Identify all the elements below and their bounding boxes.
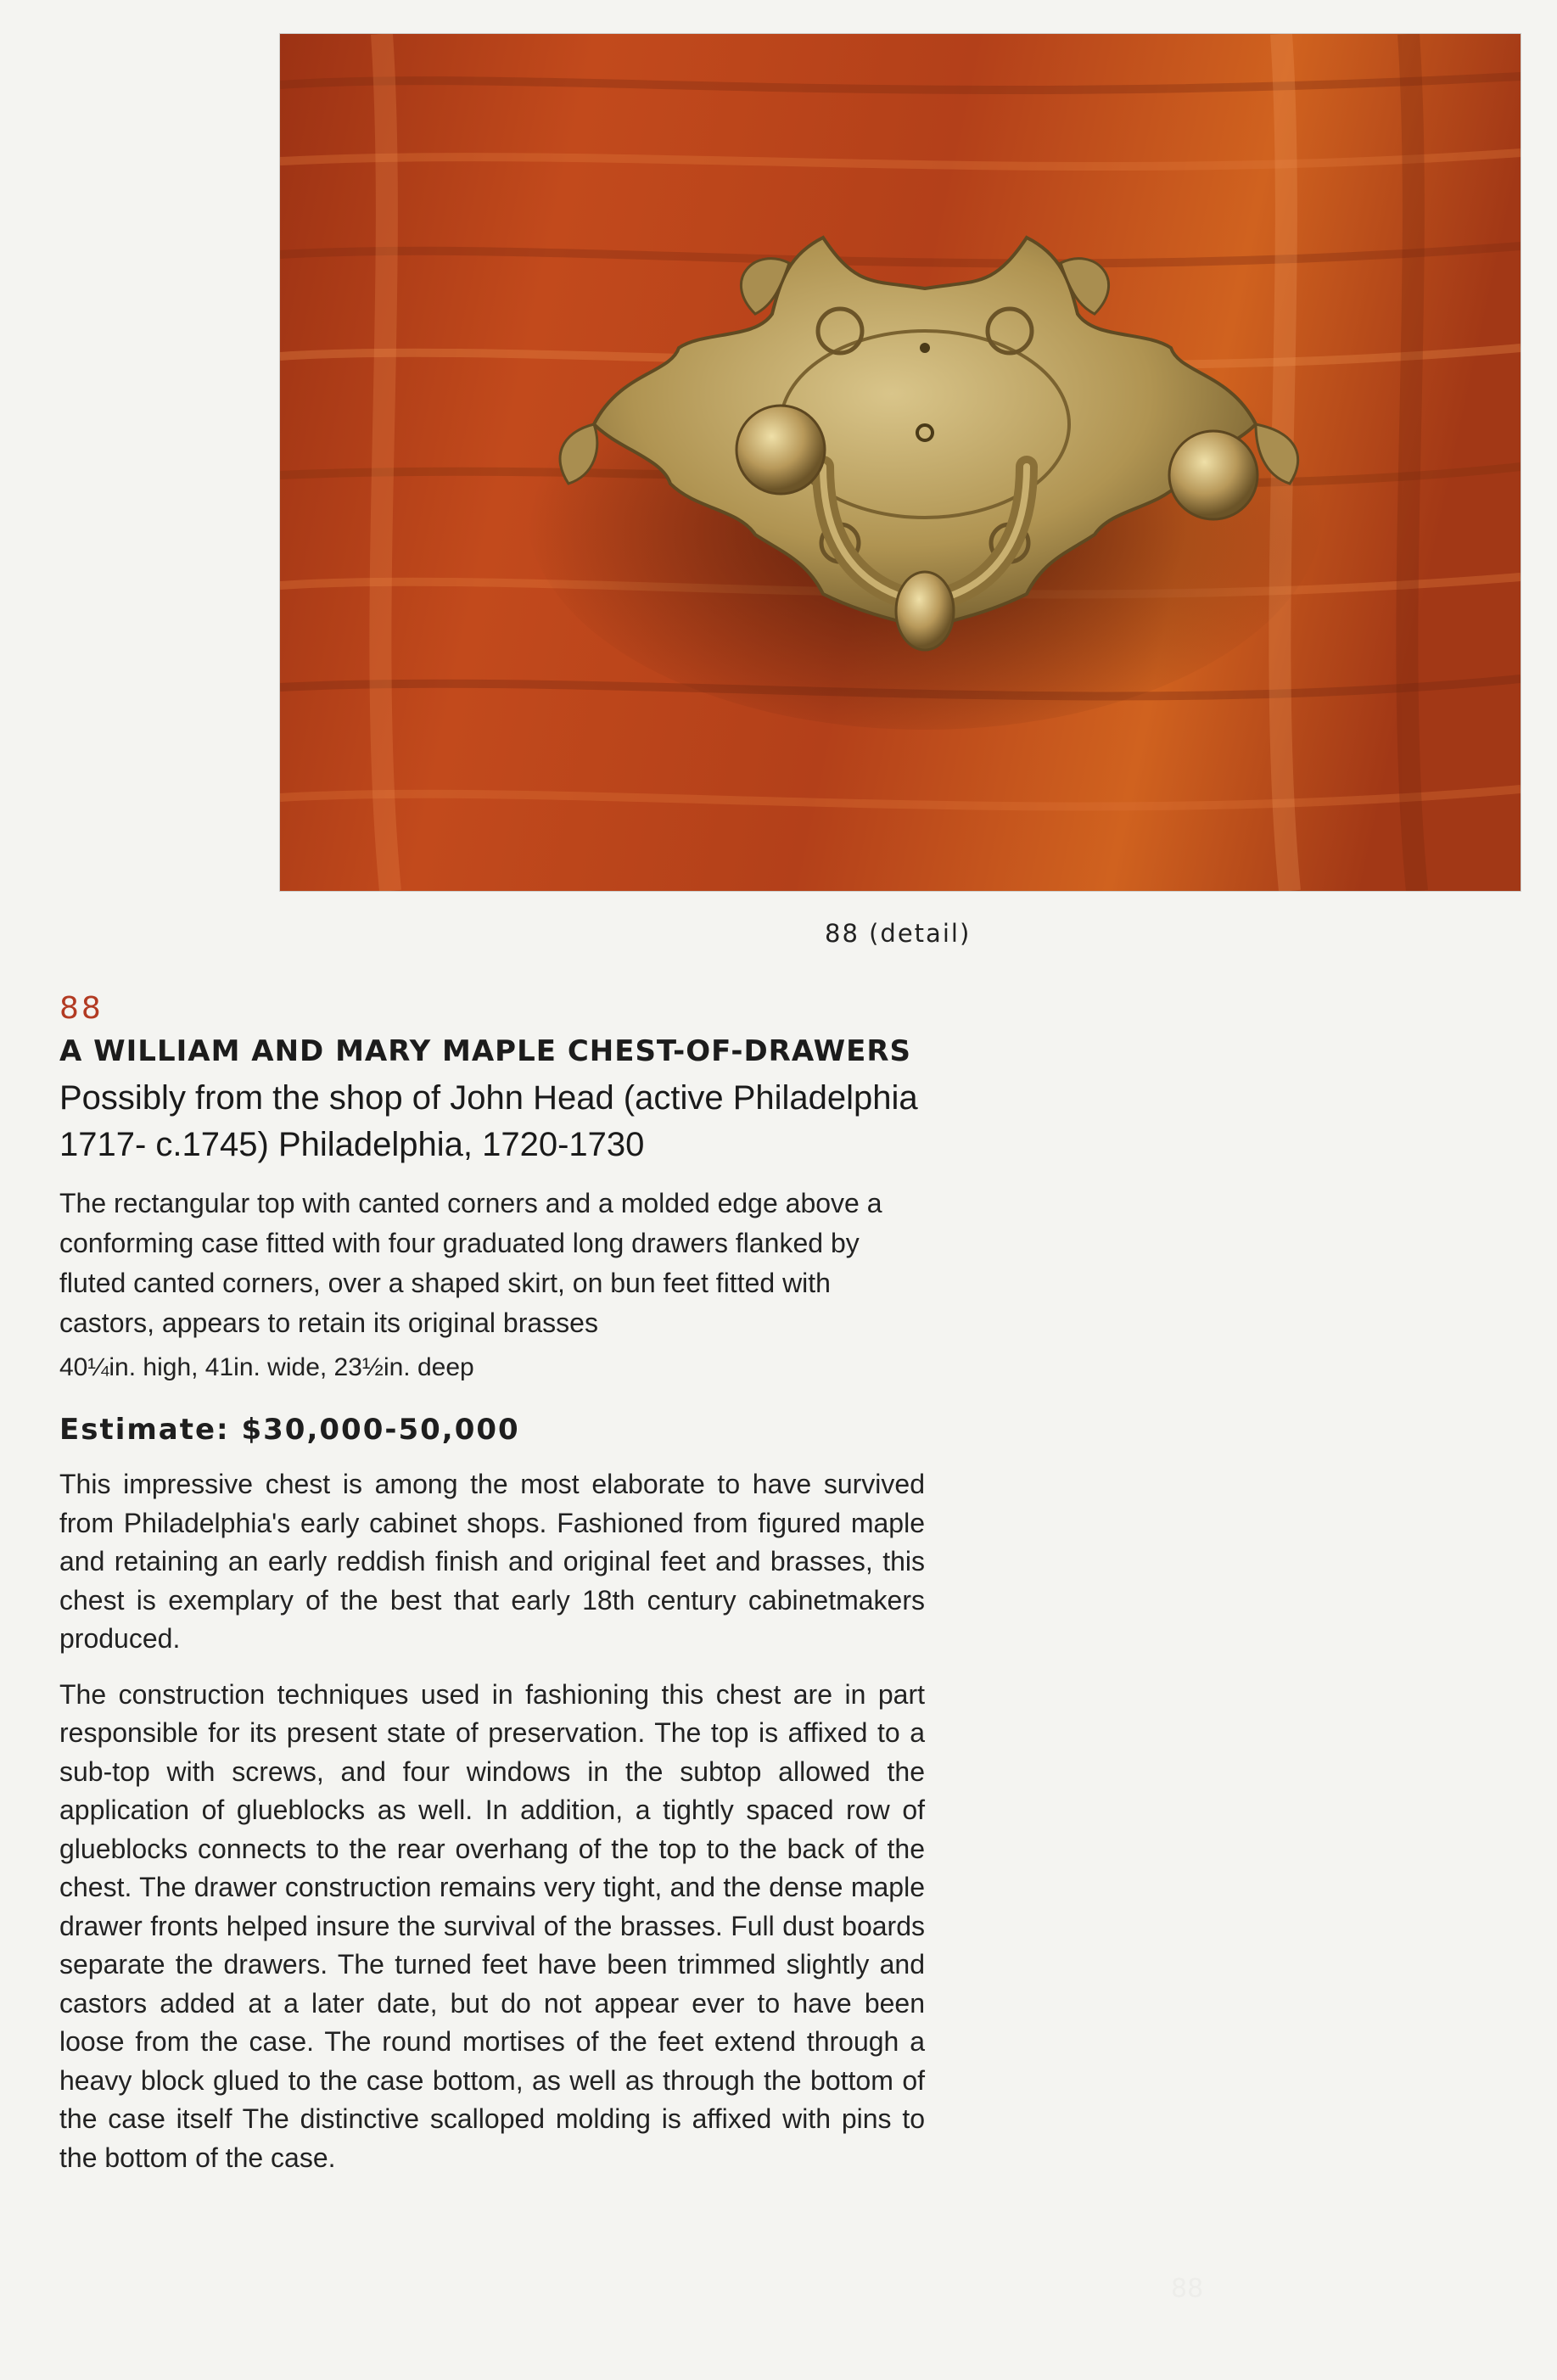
page-number: 88 xyxy=(1171,2274,1204,2304)
lot-number: 88 xyxy=(59,991,104,1026)
essay-paragraph: This impressive chest is among the most elaborate to have survived from Philadelphia's early cabinet shops. Fashioned from figured maple and retaining an early reddish finish and original feet and brasses, this chest is exemplary of the best that early 18th century cabinetmakers produced. xyxy=(59,1469,925,1654)
catalogue-essay xyxy=(59,1465,925,2177)
essay-paragraph: The construction techniques used in fashioning this chest are in part responsible for its present state of preservation. The top is affixed to a sub-top with screws, and four windows in the subtop allowed the application of glueblocks as well. In addition, a tightly spaced row of glueblocks connects to the rear overhang of the top to the back of the chest. The drawer construction remains very tight, and the dense maple drawer fronts helped insure the survival of the brasses. Full dust boards separate the drawers. The turned feet have been trimmed slightly and castors added at a later date, but do not appear ever to have been loose from the case. The round mortises of the feet extend through a heavy block glued to the case bottom, as well as through the bottom of the case itself The distinctive scalloped molding is affixed with pins to the bottom of the case. xyxy=(59,1678,925,2173)
lot-dimensions: 40¼in. high, 41in. wide, 23½in. deep xyxy=(59,1353,474,1381)
photo-caption: 88 (detail) xyxy=(825,919,972,948)
lot-title: A WILLIAM AND MARY MAPLE CHEST-OF-DRAWERS xyxy=(59,1034,912,1068)
lot-description: The rectangular top with canted corners and a molded edge above a conforming case fitted with four graduated long drawers flanked by fluted canted corners, over a shaped skirt, on bun feet fitted with castors, appears to retain its original brasses xyxy=(59,1188,882,1338)
lot-entry xyxy=(59,991,925,2194)
detail-photo xyxy=(280,34,1521,891)
lot-attribution: Possibly from the shop of John Head (active Philadelphia 1717- c.1745) Philadelphia, 1720-1730 xyxy=(59,1079,918,1163)
lot-estimate: Estimate: $30,000-50,000 xyxy=(59,1413,520,1447)
